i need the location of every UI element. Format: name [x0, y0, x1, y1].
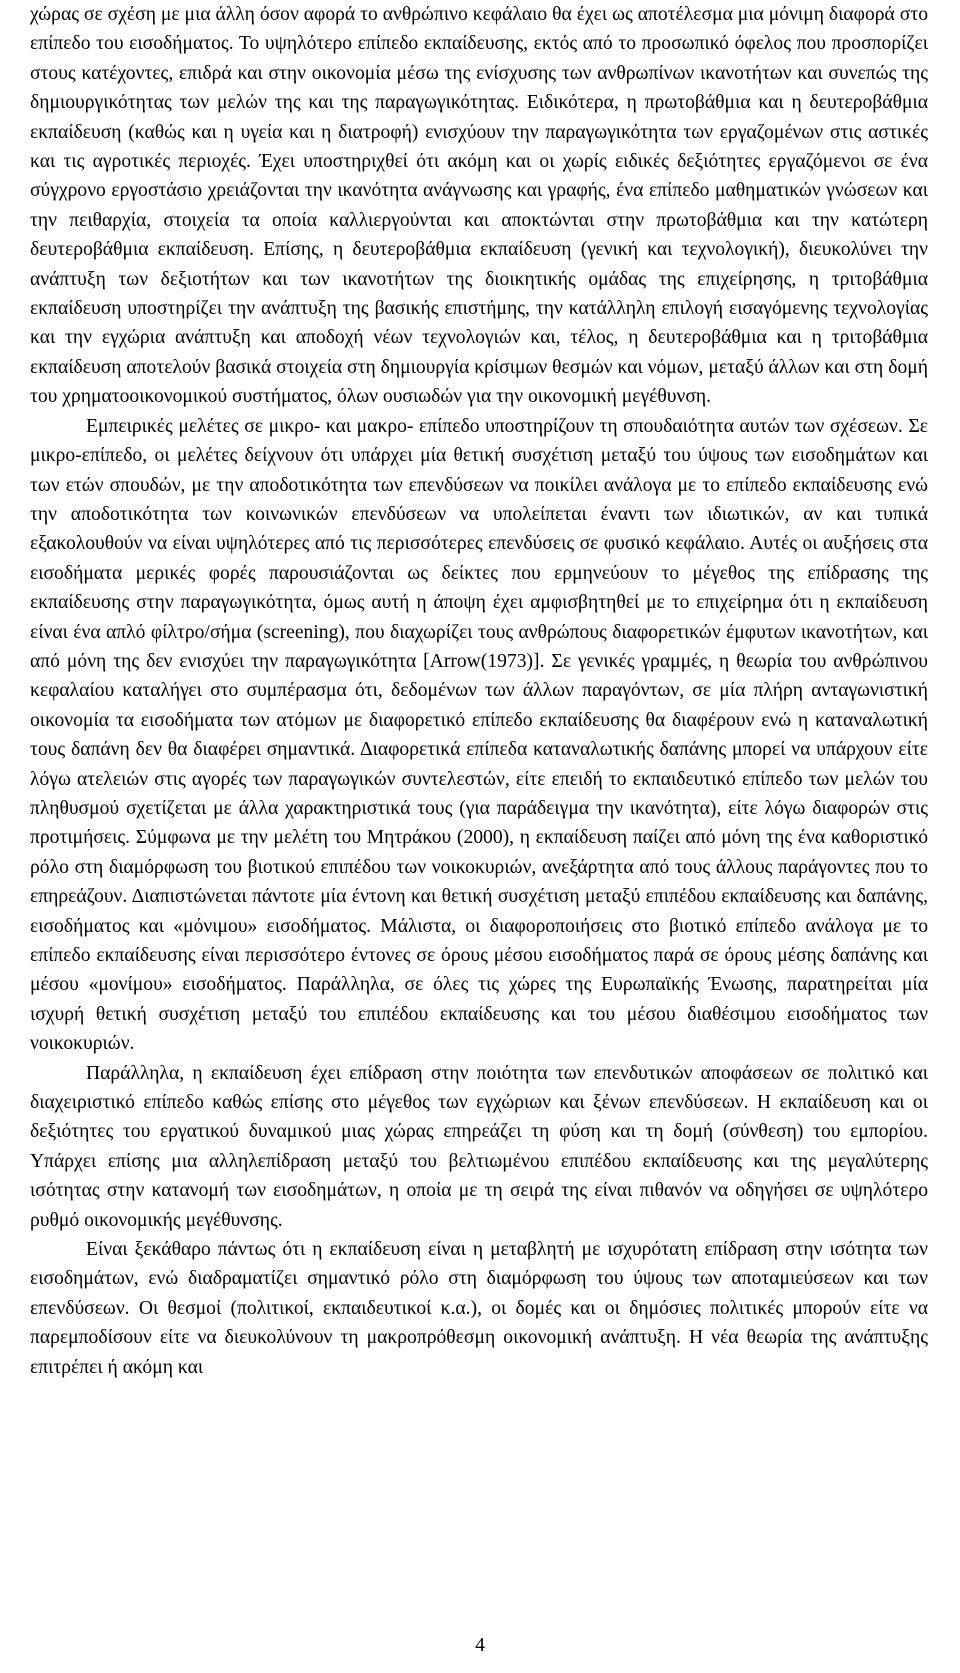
- paragraph-1: χώρας σε σχέση με μια άλλη όσον αφορά το ανθρώπινο κεφάλαιο θα έχει ως αποτέλεσμα μια μόνιμη διαφορά στο επίπεδο του εισοδήματος. Το υψηλότερο επίπεδο εκπαίδευσης, εκτός από το προσωπικό όφελος που προσπορίζει στους κατέχοντες, επιδρά και στην οικονομία μέσω της ενίσχυσης των ανθρωπίνων ικανοτήτων και συνεπώς της δημιουργικότητας των μελών της και της παραγωγικότητας. Ειδικότερα, η πρωτοβάθμια και η δευτεροβάθμια εκπαίδευση (καθώς και η υγεία και η διατροφή) ενισχύουν την παραγωγικότητα των εργαζομένων στις αστικές και τις αγροτικές περιοχές. Έχει υποστηριχθεί ότι ακόμη και οι χωρίς ειδικές δεξιότητες εργαζόμενοι σε ένα σύγχρονο εργοστάσιο χρειάζονται την ικανότητα ανάγνωσης και γραφής, ένα επίπεδο μαθηματικών γνώσεων και την πειθαρχία, στοιχεία τα οποία καλλιεργούνται και αποκτώνται στην πρωτοβάθμια και την κατώτερη δευτεροβάθμια εκπαίδευση. Επίσης, η δευτεροβάθμια εκπαίδευση (γενική και τεχνολογική), διευκολύνει την ανάπτυξη των δεξιοτήτων και των ικανοτήτων της διοικητικής ομάδας της επιχείρησης, η τριτοβάθμια εκπαίδευση υποστηρίζει την ανάπτυξη της βασικής επιστήμης, την κατάλληλη επιλογή εισαγόμενης τεχνολογίας και την εγχώρια ανάπτυξη και αποδοχή νέων τεχνολογιών και, τέλος, η δευτεροβάθμια και η τριτοβάθμια εκπαίδευση αποτελούν βασικά στοιχεία στη δημιουργία κρίσιμων θεσμών και νόμων, μεταξύ άλλων και στη δομή του χρηματοοικονομικού συστήματος, όλων ουσιωδών για την οικονομική μεγέθυνση.: [30, 4, 928, 408]
- document-page: [30, 0, 928, 1673]
- paragraph-3: Παράλληλα, η εκπαίδευση έχει επίδραση στην ποιότητα των επενδυτικών αποφάσεων σε πολιτικό και διαχειριστικό επίπεδο καθώς επίσης στο μέγεθος των εγχώριων και ξένων επενδύσεων. Η εκπαίδευση και οι δεξιότητες του εργατικού δυναμικού μιας χώρας επηρεάζει τη φύση και τη δομή (σύνθεση) του εμπορίου. Υπάρχει επίσης μια αλληλεπίδραση μεταξύ του βελτιωμένου επιπέδου εκπαίδευσης και της μεγαλύτερης ισότητας στην κατανομή των εισοδημάτων, η οποία με τη σειρά της είναι πιθανόν να οδηγήσει σε υψηλότερο ρυθμό οικονομικής μεγέθυνσης.: [30, 1062, 928, 1231]
- paragraph-4: Είναι ξεκάθαρο πάντως ότι η εκπαίδευση είναι η μεταβλητή με ισχυρότατη επίδραση στην ισότητα των εισοδημάτων, ενώ διαδραματίζει σημαντικό ρόλο στη διαμόρφωση του ύψους των αποταμιεύσεων και των επενδύσεων. Οι θεσμοί (πολιτικοί, εκπαιδευτικοί κ.α.), οι δομές και οι δημόσιες πολιτικές μπορούν είτε να παρεμποδίσουν είτε να διευκολύνουν τη μακροπρόθεσμη οικονομική ανάπτυξη. Η νέα θεωρία της ανάπτυξης επιτρέπει ή ακόμη και: [30, 1239, 928, 1378]
- paragraph-2: Εμπειρικές μελέτες σε μικρο- και μακρο- επίπεδο υποστηρίζουν τη σπουδαιότητα αυτών των σχέσεων. Σε μικρο-επίπεδο, οι μελέτες δείχνουν ότι υπάρχει μία θετική συσχέτιση μεταξύ του ύψους των εισοδημάτων και των ετών σπουδών, με την αποδοτικότητα των επενδύσεων να ποικίλει ανάλογα με το επίπεδο εκπαίδευσης ενώ την αποδοτικότητα των κοινωνικών επενδύσεων να υπολείπεται έναντι των ιδιωτικών, αν και τυπικά εξακολουθούν να είναι υψηλότερες από τις περισσότερες επενδύσεις σε φυσικό κεφάλαιο. Αυτές οι αυξήσεις στα εισοδήματα μερικές φορές παρουσιάζονται ως δείκτες που ερμηνεύουν το μέγεθος της επίδρασης της εκπαίδευσης στην παραγωγικότητα, όμως αυτή η άποψη έχει αμφισβητηθεί με το επιχείρημα ότι η εκπαίδευση είναι ένα απλό φίλτρο/σήμα (screening), που διαχωρίζει τους ανθρώπους διαφορετικών έμφυτων ικανοτήτων, και από μόνη της δεν ενισχύει την παραγωγικότητα [Arrow(1973)]. Σε γενικές γραμμές, η θεωρία του ανθρώπινου κεφαλαίου καταλήγει στο συμπέρασμα ότι, δεδομένων των άλλων παραγόντων, σε μία πλήρη ανταγωνιστική οικονομία τα εισοδήματα των ατόμων με διαφορετικό επίπεδο εκπαίδευσης θα διαφέρουν ενώ η καταναλωτική τους δαπάνη δεν θα διαφέρει σημαντικά. Διαφορετικά επίπεδα καταναλωτικής δαπάνης μπορεί να υπάρχουν είτε λόγω ατελειών στις αγορές των παραγωγικών συντελεστών, είτε επειδή το εκπαιδευτικό επίπεδο των μελών του πληθυσμού σχετίζεται με άλλα χαρακτηριστικά τους (για παράδειγμα την ικανότητα), είτε λόγω διαφορών στις προτιμήσεις. Σύμφωνα με την μελέτη του Μητράκου (2000), η εκπαίδευση παίζει από μόνη της ένα καθοριστικό ρόλο στη διαμόρφωση του βιοτικού επιπέδου των νοικοκυριών, ανεξάρτητα από τους άλλους παράγοντες που το επηρεάζουν. Διαπιστώνεται πάντοτε μία έντονη και θετική συσχέτιση μεταξύ επιπέδου εκπαίδευσης και δαπάνης, εισοδήματος και «μόνιμου» εισοδήματος. Μάλιστα, οι διαφοροποιήσεις στο βιοτικό επίπεδο ανάλογα με το επίπεδο εκπαίδευσης είναι περισσότερο έντονες σε όρους μέσου εισοδήματος παρά σε όρους μέσης δαπάνης και μέσου «μονίμου» εισοδήματος. Παράλληλα, σε όλες τις χώρες της Ευρωπαϊκής Ένωσης, παρατηρείται μία ισχυρή θετική συσχέτιση μεταξύ του επιπέδου εκπαίδευσης και του μέσου διαθέσιμου εισοδήματος των νοικοκυριών.: [30, 415, 928, 1055]
- page-number: 4: [475, 1635, 485, 1656]
